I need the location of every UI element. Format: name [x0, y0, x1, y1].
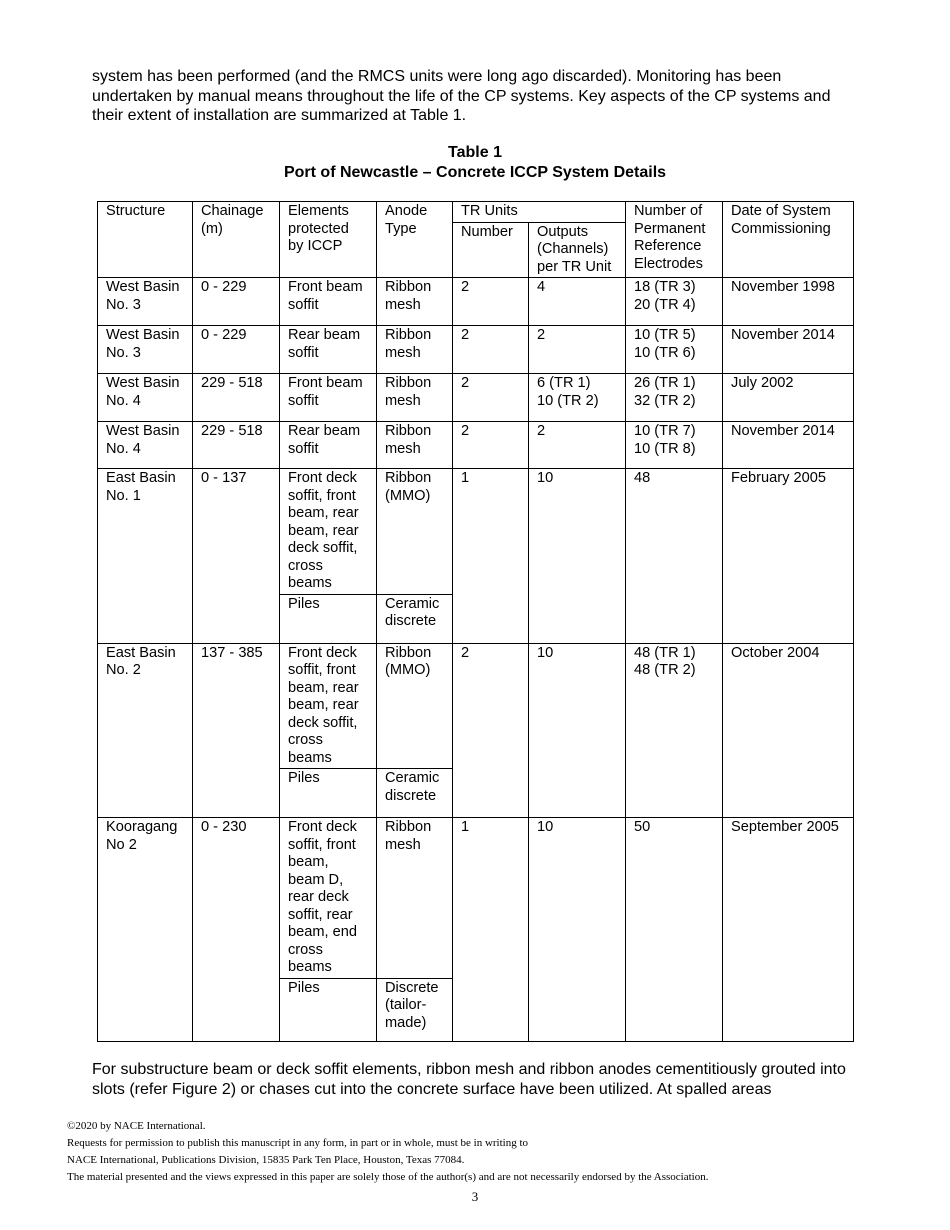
table-row [98, 278, 854, 326]
cell-sub-elements: Piles [280, 978, 377, 1041]
table-caption-title: Port of Newcastle – Concrete ICCP System Details [283, 164, 667, 181]
cell-tr-number: 2 [453, 374, 529, 422]
cell-elements: Rear beam soffit [280, 422, 377, 469]
cell-reference-electrodes: 18 (TR 3) 20 (TR 4) [626, 278, 723, 326]
cell-anode-type: Ribbon mesh [377, 818, 453, 979]
cell-sub-elements: Piles [280, 594, 377, 643]
cell-anode-type: Ribbon (MMO) [377, 643, 453, 769]
cell-reference-electrodes: 50 [626, 818, 723, 1042]
header-tr-outputs: Outputs (Channels) per TR Unit [529, 222, 626, 278]
outro-paragraph: For substructure beam or deck soffit elements, ribbon mesh and ribbon anodes cementitiously grouted into slots (refer Figure 2) or chases cut into the concrete surface have been utilized. At spalled areas [92, 1061, 846, 1098]
cell-chainage: 137 - 385 [193, 643, 280, 818]
cell-commissioning-date: September 2005 [723, 818, 854, 1042]
cell-elements: Front beam soffit [280, 278, 377, 326]
cell-commissioning-date: November 2014 [723, 326, 854, 374]
cell-tr-number: 2 [453, 326, 529, 374]
table-row [98, 374, 854, 422]
cell-structure: West Basin No. 4 [98, 422, 193, 469]
cell-tr-number: 1 [453, 818, 529, 1042]
table-row [98, 422, 854, 469]
page-number: 3 [471, 1189, 479, 1204]
cell-reference-electrodes: 10 (TR 7) 10 (TR 8) [626, 422, 723, 469]
table-row [98, 643, 854, 769]
cell-tr-outputs: 10 [529, 818, 626, 1042]
cell-chainage: 0 - 229 [193, 326, 280, 374]
header-structure: Structure [98, 202, 193, 278]
cell-commissioning-date: November 2014 [723, 422, 854, 469]
cell-anode-type: Ribbon (MMO) [377, 469, 453, 595]
cell-chainage: 0 - 229 [193, 278, 280, 326]
footer-disclaimer: The material presented and the views expressed in this paper are solely those of the author(s) and are not necessarily endorsed by the Association. [67, 1171, 709, 1183]
cell-chainage: 229 - 518 [193, 422, 280, 469]
cell-structure: Kooragang No 2 [98, 818, 193, 1042]
cell-structure: East Basin No. 1 [98, 469, 193, 644]
cell-anode-type: Ribbon mesh [377, 422, 453, 469]
cell-structure: East Basin No. 2 [98, 643, 193, 818]
cell-sub-anode-type: Ceramic discrete [377, 594, 453, 643]
cell-elements: Front deck soffit, front beam, beam D, rear deck soffit, rear beam, end cross beams [280, 818, 377, 979]
cell-elements: Front deck soffit, front beam, rear beam, rear deck soffit, cross beams [280, 469, 377, 595]
header-chainage: Chainage (m) [193, 202, 280, 278]
intro-paragraph: system has been performed (and the RMCS units were long ago discarded). Monitoring has been undertaken by manual means throughout the life of the CP systems. Key aspects of the CP systems and their extent of installation are summarized at Table 1. [92, 68, 831, 124]
cell-structure: West Basin No. 3 [98, 278, 193, 326]
header-reference-electrodes: Number of Permanent Reference Electrodes [626, 202, 723, 278]
cell-tr-number: 2 [453, 278, 529, 326]
cell-elements: Rear beam soffit [280, 326, 377, 374]
footer-copyright: ©2020 by NACE International. [67, 1120, 206, 1132]
cell-chainage: 0 - 137 [193, 469, 280, 644]
cell-chainage: 0 - 230 [193, 818, 280, 1042]
cell-anode-type: Ribbon mesh [377, 326, 453, 374]
cell-elements: Front deck soffit, front beam, rear beam, rear deck soffit, cross beams [280, 643, 377, 769]
header-tr-units: TR Units [453, 202, 626, 223]
cell-tr-number: 2 [453, 422, 529, 469]
cell-tr-outputs: 2 [529, 326, 626, 374]
cell-sub-anode-type: Ceramic discrete [377, 769, 453, 818]
header-tr-number: Number [453, 222, 529, 278]
cell-tr-outputs: 10 [529, 469, 626, 644]
cell-anode-type: Ribbon mesh [377, 278, 453, 326]
cell-tr-outputs: 6 (TR 1) 10 (TR 2) [529, 374, 626, 422]
cell-sub-elements: Piles [280, 769, 377, 818]
header-commissioning-date: Date of System Commissioning [723, 202, 854, 278]
cell-tr-number: 1 [453, 469, 529, 644]
cell-commissioning-date: November 1998 [723, 278, 854, 326]
table-header-row [98, 202, 854, 223]
footer-address: NACE International, Publications Division, 15835 Park Ten Place, Houston, Texas 77084. [67, 1154, 465, 1166]
cell-sub-anode-type: Discrete (tailor- made) [377, 978, 453, 1041]
cell-commissioning-date: February 2005 [723, 469, 854, 644]
table-row [98, 469, 854, 595]
cell-chainage: 229 - 518 [193, 374, 280, 422]
footer-permission: Requests for permission to publish this manuscript in any form, in part or in whole, must be in writing to [67, 1137, 529, 1149]
cell-structure: West Basin No. 3 [98, 326, 193, 374]
header-anode-type: Anode Type [377, 202, 453, 278]
table-row [98, 326, 854, 374]
table-caption-number: Table 1 [448, 144, 502, 161]
cell-tr-outputs: 10 [529, 643, 626, 818]
cell-reference-electrodes: 10 (TR 5) 10 (TR 6) [626, 326, 723, 374]
table-row [98, 818, 854, 979]
cell-structure: West Basin No. 4 [98, 374, 193, 422]
cell-commissioning-date: July 2002 [723, 374, 854, 422]
cell-commissioning-date: October 2004 [723, 643, 854, 818]
cell-anode-type: Ribbon mesh [377, 374, 453, 422]
cell-tr-outputs: 4 [529, 278, 626, 326]
cell-elements: Front beam soffit [280, 374, 377, 422]
cell-tr-number: 2 [453, 643, 529, 818]
cell-tr-outputs: 2 [529, 422, 626, 469]
cell-reference-electrodes: 26 (TR 1) 32 (TR 2) [626, 374, 723, 422]
cell-reference-electrodes: 48 (TR 1) 48 (TR 2) [626, 643, 723, 818]
cell-reference-electrodes: 48 [626, 469, 723, 644]
header-elements: Elements protected by ICCP [280, 202, 377, 278]
iccp-system-table [97, 201, 854, 1042]
